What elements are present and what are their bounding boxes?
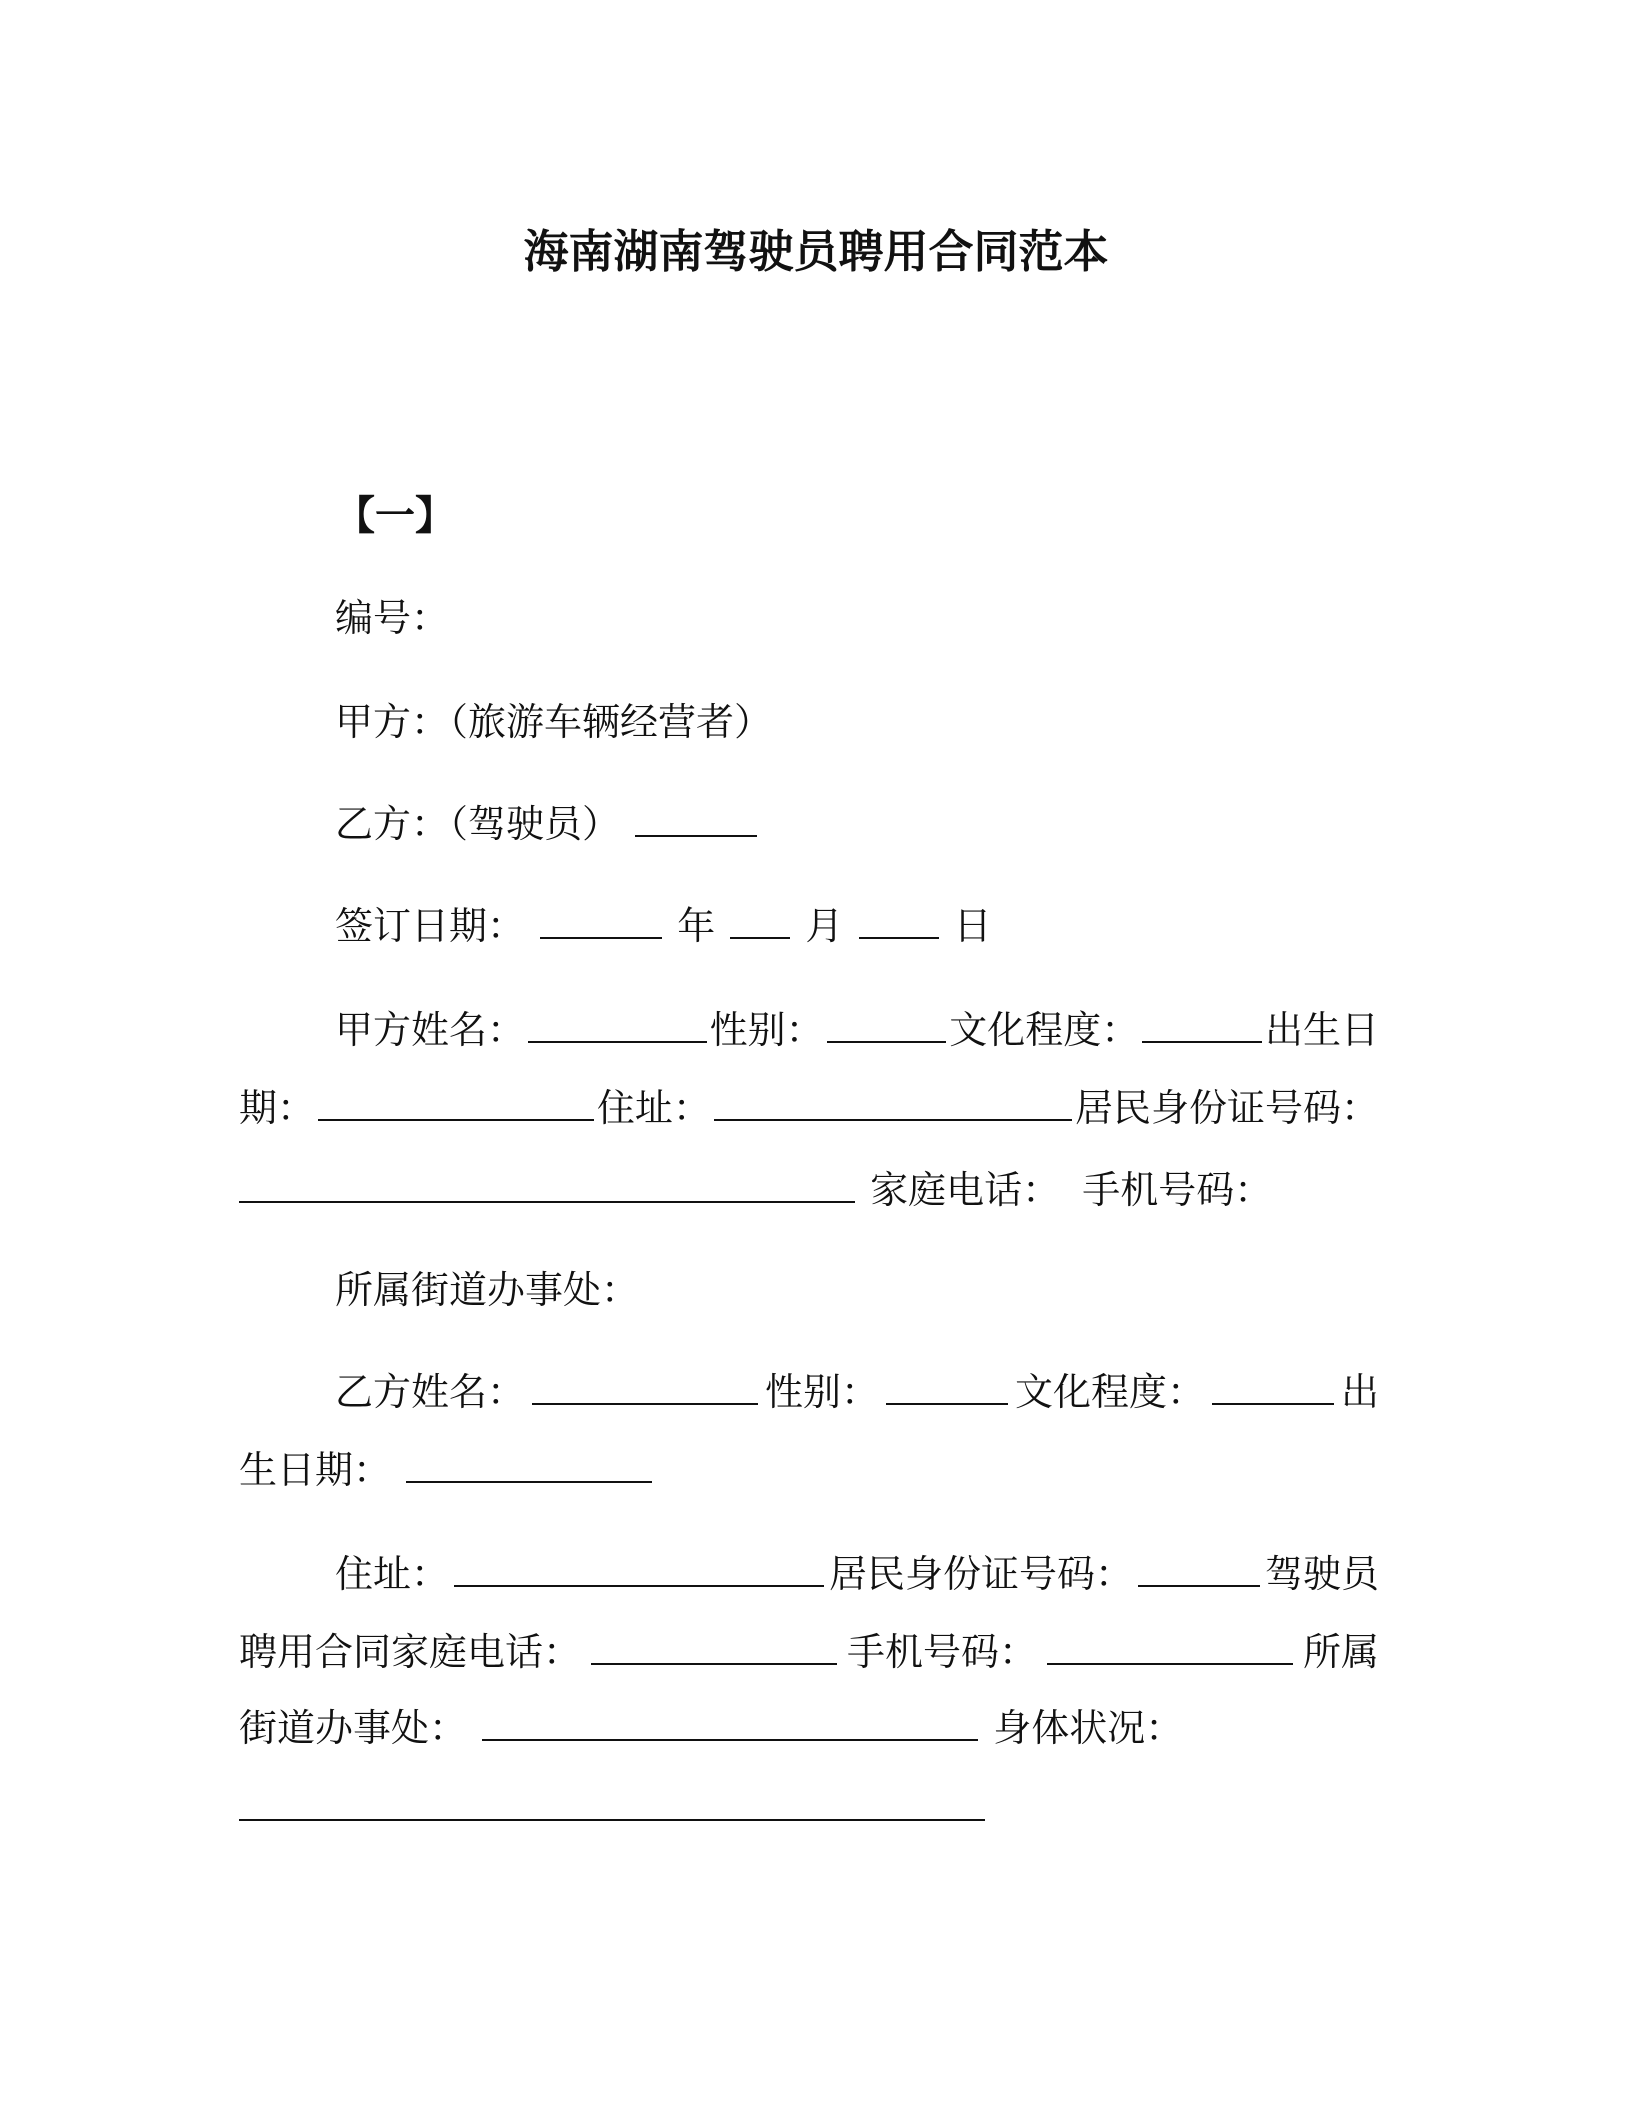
party-a-gender-blank[interactable] [827,1011,947,1043]
party-a-info-line-2 [239,1080,1379,1136]
party-b-home-phone-blank[interactable] [591,1633,837,1665]
party-a-office-label: 所属街道办事处： [335,1268,640,1312]
party-a-id-label: 居民身份证号码： [1074,1086,1379,1130]
party-b-label: 乙方：（驾驶员） [335,802,621,846]
party-b-address-label: 住址： [335,1552,450,1596]
party-b-contact-line-4 [239,1780,1379,1836]
number-row [239,590,1475,646]
party-b-health-blank[interactable] [239,1789,985,1821]
party-b-birth-label-1: 出 [1340,1370,1379,1414]
party-a-birth-label-2: 期： [239,1086,316,1130]
party-b-id-label: 居民身份证号码： [828,1552,1133,1596]
party-b-address-blank[interactable] [454,1555,824,1587]
party-b-birth-blank[interactable] [406,1451,652,1483]
party-b-education-blank[interactable] [1212,1373,1334,1405]
party-a-mobile-label: 手机号码： [1082,1168,1273,1212]
party-b-office-blank[interactable] [482,1709,978,1741]
party-b-id-blank[interactable] [1138,1555,1260,1587]
party-b-office-label-2: 街道办事处： [239,1706,468,1750]
party-a-info-line-3 [239,1162,1379,1218]
day-blank[interactable] [859,907,939,939]
party-b-driver-label: 驾驶员 [1264,1552,1379,1596]
sign-date-row [239,898,1475,954]
number-label: 编号： [335,596,450,640]
party-b-office-label-1: 所属 [1302,1630,1379,1674]
year-blank[interactable] [540,907,662,939]
party-b-row [239,796,1475,852]
party-b-contact-line-3 [239,1700,1379,1756]
party-b-mobile-label: 手机号码： [846,1630,1037,1674]
party-b-education-label: 文化程度： [1014,1370,1205,1414]
party-a-birth-blank[interactable] [318,1089,594,1121]
party-a-education-label: 文化程度： [949,1008,1140,1052]
party-a-address-blank[interactable] [714,1089,1072,1121]
party-a-name-label: 甲方姓名： [335,1008,526,1052]
party-b-contact-line-2 [239,1624,1379,1680]
party-a-address-label: 住址： [596,1086,711,1130]
day-label: 日 [953,904,992,948]
section-heading-row [239,488,1475,544]
party-a-home-phone-label: 家庭电话： [870,1168,1061,1212]
party-a-row [239,694,1475,750]
month-blank[interactable] [730,907,790,939]
month-label: 月 [805,904,844,948]
party-a-info-line-1 [239,1002,1379,1058]
party-b-info-line-2 [239,1442,1379,1498]
section-mark: 【一】 [335,493,455,539]
party-b-mobile-blank[interactable] [1047,1633,1293,1665]
party-a-birth-label-1: 出生日 [1264,1008,1379,1052]
party-a-label: 甲方：（旅游车辆经营者） [335,700,773,744]
party-b-blank[interactable] [635,805,757,837]
party-b-name-blank[interactable] [532,1373,758,1405]
party-b-name-label: 乙方姓名： [335,1370,526,1414]
party-a-name-blank[interactable] [528,1011,707,1043]
party-b-contact-line-1 [239,1546,1379,1602]
party-b-home-phone-label: 聘用合同家庭电话： [239,1630,582,1674]
party-b-gender-blank[interactable] [886,1373,1008,1405]
party-a-education-blank[interactable] [1142,1011,1262,1043]
party-a-id-blank[interactable] [239,1171,855,1203]
sign-date-label: 签订日期： [335,904,526,948]
document-title: 海南湖南驾驶员聘用合同范本 [523,225,1109,278]
party-b-gender-label: 性别： [764,1370,879,1414]
party-b-birth-label-2: 生日期： [239,1448,392,1492]
party-b-health-label: 身体状况： [993,1706,1184,1750]
party-b-info-line-1 [239,1364,1379,1420]
party-a-gender-label: 性别： [709,1008,824,1052]
party-a-office-row [239,1262,1475,1318]
year-label: 年 [677,904,716,948]
